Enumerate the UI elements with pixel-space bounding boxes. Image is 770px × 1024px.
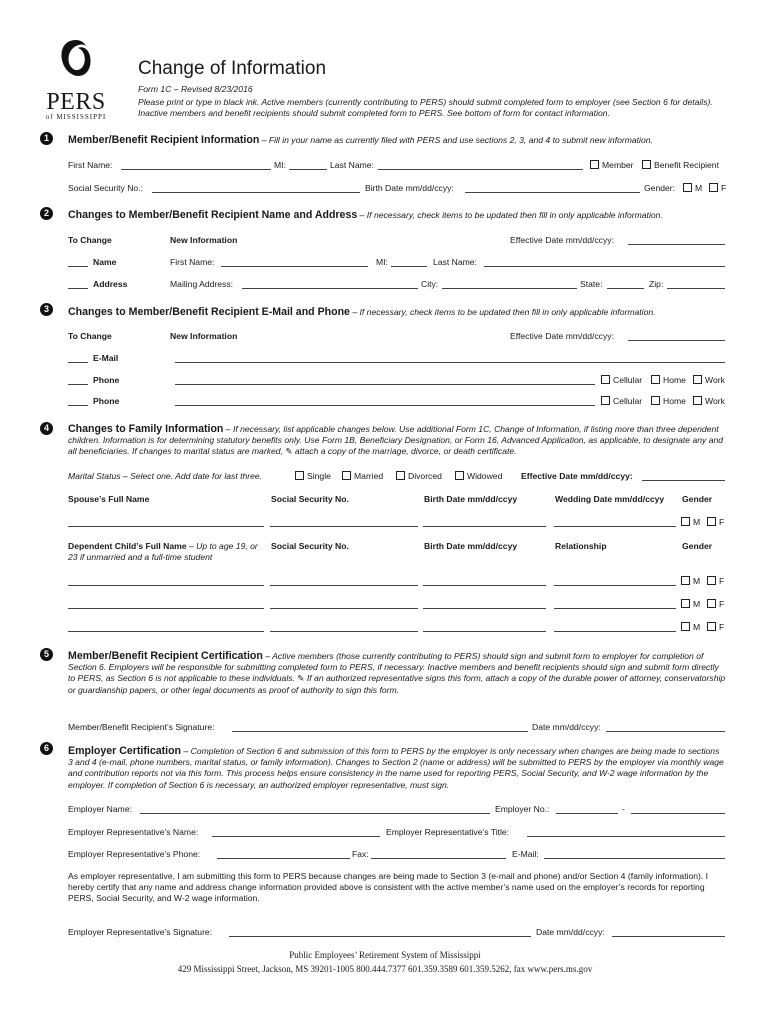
s1-mi-label: MI:	[274, 160, 286, 170]
s3-phone1-work-option[interactable]	[693, 375, 725, 385]
s2-address-label: Address	[93, 279, 128, 289]
s4-widowed-option[interactable]	[455, 471, 502, 481]
s4-child3-ssn-field[interactable]	[270, 631, 418, 632]
s2-new-info-header: New Information	[170, 235, 238, 245]
s4-spouse-name-header: Spouse’s Full Name	[68, 494, 150, 504]
section-4-title: Changes to Family Information	[68, 423, 224, 435]
s3-email-check-field[interactable]	[68, 362, 88, 363]
s1-gender-m-option[interactable]	[683, 183, 702, 193]
member-label: Member	[602, 160, 634, 170]
s4-spouse-gender-f[interactable]	[707, 517, 724, 527]
section-5-number: 5	[40, 648, 53, 661]
s2-mi-label: MI:	[376, 257, 388, 267]
s4-spouse-birth-header: Birth Date mm/dd/ccyy	[424, 494, 518, 504]
member-checkbox[interactable]	[590, 160, 599, 169]
s2-state-field[interactable]	[607, 288, 644, 289]
s4-child3-gender-f[interactable]	[707, 622, 724, 632]
section-6-para: – Completion of Section 6 and submission of this form to PERS by the employer is only necessary when changes are being made to sections 3 and 4 (e-mail, phone numbers, marital status, or family information). Changes to Section 2 (name or address) will be submitted to PERS by the employer via monthly wage and contribution reports not via this form. This process helps ensure consistency in the name used for reporting PERS, Social Security, and W-2 wage information by the employer. If completion of Section 6 is necessary, an authorized employer representative, must sign.	[68, 746, 724, 790]
s6-employer-no-label: Employer No.:	[495, 804, 550, 814]
s4-child-gender-header: Gender	[682, 541, 713, 551]
s5-date-label: Date mm/dd/ccyy:	[532, 722, 601, 732]
s3-phone1-label: Phone	[93, 375, 120, 385]
s1-first-name-field[interactable]	[121, 169, 271, 170]
s4-wedding-header: Wedding Date mm/dd/ccyy	[555, 494, 665, 504]
s3-phone2-field[interactable]	[175, 405, 595, 406]
s1-birth-date-field[interactable]	[465, 192, 640, 193]
s4-effective-date-field[interactable]	[642, 480, 725, 481]
phone2-work-label: Work	[705, 396, 725, 406]
s4-child2-birth-field[interactable]	[423, 608, 546, 609]
section-1-note: – Fill in your name as currently filed with PERS and use sections 2, 3, and 4 to submit new information.	[259, 135, 653, 145]
section-3-heading	[68, 306, 656, 318]
s4-relationship-header: Relationship	[555, 541, 607, 551]
s4-child1-gender-f[interactable]	[707, 576, 724, 586]
divorced-checkbox[interactable]	[396, 471, 405, 480]
benefit-recipient-checkbox[interactable]	[642, 160, 651, 169]
s4-child1-relationship-field[interactable]	[554, 585, 676, 586]
s4-child1-name-field[interactable]	[68, 585, 264, 586]
s4-child-birth-header: Birth Date mm/dd/ccyy	[424, 541, 518, 551]
spouse-m-label: M	[693, 517, 701, 527]
benefit-recipient-label: Benefit Recipient	[654, 160, 719, 170]
s4-child2-gender-m[interactable]	[681, 599, 700, 609]
s4-child3-birth-field[interactable]	[423, 631, 546, 632]
s4-single-option[interactable]	[295, 471, 331, 481]
s4-divorced-option[interactable]	[396, 471, 442, 481]
s2-zip-field[interactable]	[667, 288, 725, 289]
section-1-heading	[68, 134, 653, 146]
s2-last-name-field[interactable]	[484, 266, 725, 267]
child2-m-checkbox[interactable]	[681, 599, 690, 608]
s4-child3-name-field[interactable]	[68, 631, 264, 632]
footer-contact: 429 Mississippi Street, Jackson, MS 39201-1005 800.444.7377 601.359.3589 601.359.5262, fax www.pers.ms.gov	[177, 964, 593, 974]
s6-date-label: Date mm/dd/ccyy:	[536, 927, 605, 937]
s1-last-name-label: Last Name:	[330, 160, 374, 170]
s4-child-name-header: Dependent Child’s Full Name – Up to age 19, or 23 if unmarried and a full-time student	[68, 541, 258, 563]
s1-birth-date-label: Birth Date mm/dd/ccyy:	[365, 183, 454, 193]
s1-last-name-field[interactable]	[378, 169, 583, 170]
s4-effective-date-label: Effective Date mm/dd/ccyy:	[521, 471, 633, 481]
s4-spouse-gender-m[interactable]	[681, 517, 700, 527]
s1-gender-f-option[interactable]	[709, 183, 726, 193]
s6-rep-title-field[interactable]	[527, 836, 725, 837]
s6-fax-label: Fax:	[352, 849, 369, 859]
s3-phone1-field[interactable]	[175, 384, 595, 385]
s4-married-option[interactable]	[342, 471, 383, 481]
section-2-heading	[68, 209, 663, 221]
s2-first-name-field[interactable]	[221, 266, 368, 267]
phone1-cellular-label: Cellular	[613, 375, 643, 385]
s6-rep-signature-label: Employer Representative’s Signature:	[68, 927, 213, 937]
single-checkbox[interactable]	[295, 471, 304, 480]
s1-gender-label: Gender:	[644, 183, 676, 193]
form-id: Form 1C – Revised 8/23/2016	[138, 84, 253, 94]
gender-f-label: F	[721, 183, 727, 193]
divorced-label: Divorced	[408, 471, 442, 481]
s4-child1-birth-field[interactable]	[423, 585, 546, 586]
s4-spouse-ssn-header: Social Security No.	[271, 494, 349, 504]
s6-employer-no-dash: -	[622, 804, 625, 814]
phone2-cellular-checkbox[interactable]	[601, 396, 610, 405]
s3-phone1-home-option[interactable]	[651, 375, 686, 385]
s6-employer-name-field[interactable]	[140, 813, 490, 814]
s4-child2-relationship-field[interactable]	[554, 608, 676, 609]
s6-certification-statement: As employer representative, I am submitting this form to PERS because changes are being made to Section 3 (e-mail and phone) and/or Section 4 (family information). I hereby certify that any name and address change information provided above is consistent with the active member’s name used on the employer’s records for reporting PERS, Social Security, and W-2 wage information.	[68, 871, 709, 904]
s3-phone1-cellular-option[interactable]	[601, 375, 642, 385]
child3-m-checkbox[interactable]	[681, 622, 690, 631]
s5-date-field[interactable]	[606, 731, 725, 732]
section-2-number: 2	[40, 207, 53, 220]
s6-employer-no-suffix-field[interactable]	[631, 813, 725, 814]
child3-f-checkbox[interactable]	[707, 622, 716, 631]
s4-spouse-birth-field[interactable]	[423, 526, 546, 527]
section-3-note: – If necessary, check items to be updated then fill in only applicable information.	[349, 307, 656, 317]
section-6-title: Employer Certification	[68, 745, 182, 757]
married-label: Married	[354, 471, 384, 481]
child2-m-label: M	[693, 599, 701, 609]
married-checkbox[interactable]	[342, 471, 351, 480]
s2-effective-date-field[interactable]	[628, 244, 725, 245]
form-title: Change of Information	[138, 58, 327, 79]
s2-mailing-label: Mailing Address:	[170, 279, 234, 289]
s6-rep-phone-field[interactable]	[217, 858, 350, 859]
s1-ssn-field[interactable]	[152, 192, 360, 193]
s6-rep-title-label: Employer Representative’s Title:	[386, 827, 510, 837]
child1-m-label: M	[693, 576, 701, 586]
single-label: Single	[307, 471, 331, 481]
section-4-para: – If necessary, list applicable changes below. Use additional Form 1C, Change of Information, if listing more than three dependent children. Information is for determining statutory benefits only. Use Form 1B, Beneficiary Designation, or Form 16, Advanced Application, as applicable, to designate any and all beneficiaries. If changes to marital status are marked, ✎ attach a copy of the marriage, divorce, or death certificate.	[68, 424, 724, 457]
child1-f-checkbox[interactable]	[707, 576, 716, 585]
phone1-work-label: Work	[705, 375, 725, 385]
s6-employer-name-label: Employer Name:	[68, 804, 132, 814]
logo-text: PERS	[46, 89, 106, 115]
footer-org: Public Employees’ Retirement System of Mississippi	[289, 950, 481, 960]
s2-effective-date-label: Effective Date mm/dd/ccyy:	[510, 235, 614, 245]
spouse-f-label: F	[719, 517, 725, 527]
section-2-note: – If necessary, check items to be updated then fill in only applicable information.	[357, 210, 663, 220]
s3-phone1-check-field[interactable]	[68, 384, 88, 385]
spouse-m-checkbox[interactable]	[681, 517, 690, 526]
child3-m-label: M	[693, 622, 701, 632]
gender-m-label: M	[695, 183, 703, 193]
s6-rep-name-label: Employer Representative’s Name:	[68, 827, 199, 837]
section-5-title: Member/Benefit Recipient Certification	[68, 650, 263, 662]
s4-child3-relationship-field[interactable]	[554, 631, 676, 632]
s2-name-check-field[interactable]	[68, 266, 88, 267]
child2-f-checkbox[interactable]	[707, 599, 716, 608]
section-3-title: Changes to Member/Benefit Recipient E-Mail and Phone	[68, 306, 350, 318]
widowed-checkbox[interactable]	[455, 471, 464, 480]
phone2-cellular-label: Cellular	[613, 396, 643, 406]
s3-phone2-check-field[interactable]	[68, 405, 88, 406]
s1-member-option[interactable]	[590, 160, 634, 170]
gender-m-checkbox[interactable]	[683, 183, 692, 192]
logo-subtext: of MISSISSIPPI	[45, 113, 107, 121]
section-4-number: 4	[40, 422, 53, 435]
s4-marital-label: Marital Status – Select one. Add date for last three.	[68, 471, 263, 481]
phone2-home-checkbox[interactable]	[651, 396, 660, 405]
s4-child1-gender-m[interactable]	[681, 576, 700, 586]
phone2-work-checkbox[interactable]	[693, 396, 702, 405]
s6-employer-no-field[interactable]	[556, 813, 618, 814]
section-1-title: Member/Benefit Recipient Information	[68, 134, 260, 146]
s3-effective-date-label: Effective Date mm/dd/ccyy:	[510, 331, 614, 341]
s5-signature-field[interactable]	[232, 731, 528, 732]
s2-city-field[interactable]	[442, 288, 577, 289]
child1-m-checkbox[interactable]	[681, 576, 690, 585]
s4-child2-gender-f[interactable]	[707, 599, 724, 609]
spouse-f-checkbox[interactable]	[707, 517, 716, 526]
section-3-number: 3	[40, 303, 53, 316]
s2-city-label: City:	[421, 279, 439, 289]
s2-mailing-field[interactable]	[242, 288, 418, 289]
s6-email-field[interactable]	[544, 858, 725, 859]
s3-phone2-cellular-option[interactable]	[601, 396, 642, 406]
s1-first-name-label: First Name:	[68, 160, 113, 170]
s2-zip-label: Zip:	[649, 279, 664, 289]
section-5-intro	[68, 651, 726, 696]
s2-state-label: State:	[580, 279, 603, 289]
s6-rep-signature-field[interactable]	[229, 936, 531, 937]
phone1-cellular-checkbox[interactable]	[601, 375, 610, 384]
s4-child1-ssn-field[interactable]	[270, 585, 418, 586]
s5-signature-label: Member/Benefit Recipient’s Signature:	[68, 722, 215, 732]
phone2-home-label: Home	[663, 396, 686, 406]
s2-name-label: Name	[93, 257, 117, 267]
s3-email-field[interactable]	[175, 362, 725, 363]
s4-child-ssn-header: Social Security No.	[271, 541, 349, 551]
section-4-intro	[68, 424, 726, 458]
section-2-title: Changes to Member/Benefit Recipient Name and Address	[68, 209, 358, 221]
s2-mi-field[interactable]	[391, 266, 427, 267]
s2-first-name-label: First Name:	[170, 257, 215, 267]
phone1-work-checkbox[interactable]	[693, 375, 702, 384]
phone1-home-checkbox[interactable]	[651, 375, 660, 384]
pers-logo-icon	[56, 36, 96, 82]
s3-phone2-work-option[interactable]	[693, 396, 725, 406]
s4-spouse-gender-header: Gender	[682, 494, 713, 504]
s6-fax-field[interactable]	[371, 858, 506, 859]
section-6-number: 6	[40, 742, 53, 755]
widowed-label: Widowed	[467, 471, 503, 481]
s1-ssn-label: Social Security No.:	[68, 183, 143, 193]
s2-to-change-header: To Change	[68, 235, 112, 245]
s6-email-label: E-Mail:	[512, 849, 539, 859]
s4-child3-gender-m[interactable]	[681, 622, 700, 632]
phone1-home-label: Home	[663, 375, 686, 385]
form-instructions: Please print or type in black ink. Active members (currently contributing to PERS) should submit completed form to employer (see Section 6 for details). Inactive members and benefit recipients should submit completed form to PERS. See bottom of form for contact information.	[138, 97, 713, 118]
s6-date-field[interactable]	[612, 936, 725, 937]
gender-f-checkbox[interactable]	[709, 183, 718, 192]
child2-f-label: F	[719, 599, 725, 609]
s4-spouse-ssn-field[interactable]	[270, 526, 418, 527]
s3-new-info-header: New Information	[170, 331, 238, 341]
s4-wedding-field[interactable]	[554, 526, 676, 527]
section-1-number: 1	[40, 132, 53, 145]
s3-to-change-header: To Change	[68, 331, 112, 341]
s4-child2-ssn-field[interactable]	[270, 608, 418, 609]
s3-phone2-label: Phone	[93, 396, 120, 406]
s6-rep-phone-label: Employer Representative’s Phone:	[68, 849, 201, 859]
s2-address-check-field[interactable]	[68, 288, 88, 289]
s1-benefit-recipient-option[interactable]	[642, 160, 719, 170]
s3-effective-date-field[interactable]	[628, 340, 725, 341]
child1-f-label: F	[719, 576, 725, 586]
s2-last-name-label: Last Name:	[433, 257, 477, 267]
s3-email-label: E-Mail	[93, 353, 119, 363]
s3-phone2-home-option[interactable]	[651, 396, 686, 406]
section-6-intro	[68, 746, 726, 791]
section-5-para: – Active members (those currently contributing to PERS) should sign and submit form to employer for completion of Section 6. Employers will be responsible for submitting completed form to PERS, if necessary. Inactive members and benefit recipients should sign and submit form directly to PERS, as Section 6 is not applicable to these individuals. ✎ If an authorized representative signs this form, attach a copy of the durable power of attorney, conservatorship or guardianship papers, or other legal documents as proof of authority to sign this form.	[68, 651, 726, 695]
child3-f-label: F	[719, 622, 725, 632]
s4-child2-name-field[interactable]	[68, 608, 264, 609]
s4-spouse-name-field[interactable]	[68, 526, 264, 527]
pers-logo	[44, 36, 108, 121]
s6-rep-name-field[interactable]	[212, 836, 380, 837]
s1-mi-field[interactable]	[289, 169, 327, 170]
